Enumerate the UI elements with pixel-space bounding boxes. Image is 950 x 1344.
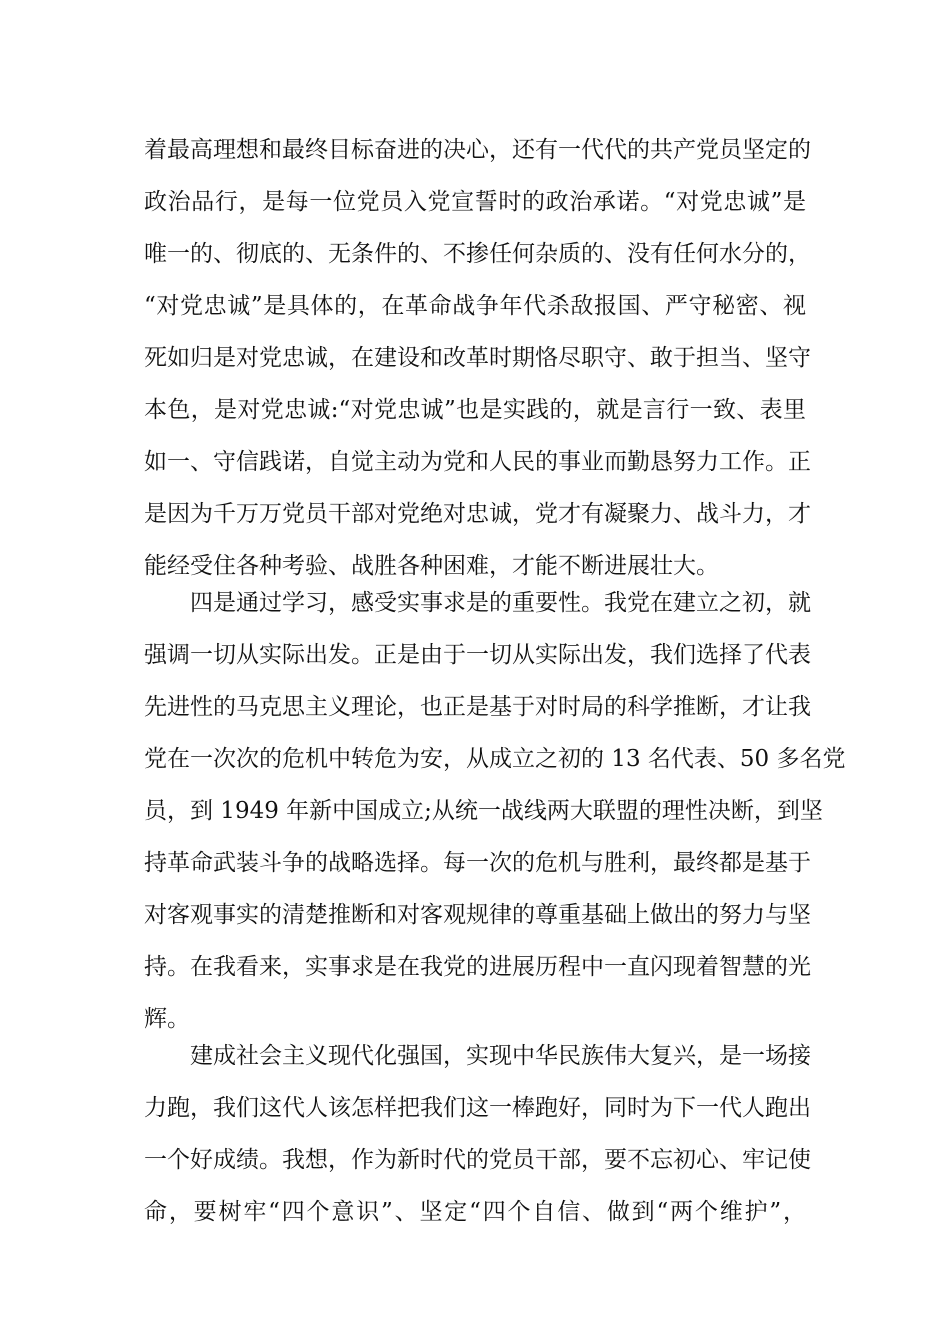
- text-line: 党在一次次的危机中转危为安，从成立之初的 13 名代表、50 多名党: [144, 746, 846, 772]
- paragraph-seek-truth: [144, 577, 846, 1045]
- text-line: 死如归是对党忠诚，在建设和改革时期恪尽职守、敢于担当、坚守: [144, 345, 811, 371]
- text-line: 先进性的马克思主义理论，也正是基于对时局的科学推断，才让我: [144, 694, 811, 720]
- text-line: 政治品行，是每一位党员入党宣誓时的政治承诺。“对党忠诚”是: [144, 189, 806, 215]
- text-line: 强调一切从实际出发。正是由于一切从实际出发，我们选择了代表: [144, 642, 811, 668]
- text-line: 一个好成绩。我想，作为新时代的党员干部，要不忘初心、牢记使: [144, 1147, 811, 1173]
- text-line: “对党忠诚”是具体的，在革命战争年代杀敌报国、严守秘密、视: [144, 293, 806, 319]
- text-line: 着最高理想和最终目标奋进的决心，还有一代代的共产党员坚定的: [144, 137, 811, 163]
- text-line: 力跑，我们这代人该怎样把我们这一棒跑好，同时为下一代人跑出: [144, 1095, 811, 1121]
- text-line: 对客观事实的清楚推断和对客观规律的尊重基础上做出的努力与坚: [144, 902, 811, 928]
- text-line: 唯一的、彻底的、无条件的、不掺任何杂质的、没有任何水分的，: [144, 241, 811, 267]
- text-line: 持革命武装斗争的战略选择。每一次的危机与胜利，最终都是基于: [144, 850, 811, 876]
- text-line: 命，要树牢“四个意识”、坚定“四个自信、做到“两个维护”，: [144, 1199, 806, 1225]
- text-line: 持。在我看来，实事求是在我党的进展历程中一直闪现着智慧的光: [144, 954, 811, 980]
- text-line: 建成社会主义现代化强国，实现中华民族伟大复兴，是一场接: [190, 1043, 811, 1069]
- text-line: 员，到 1949 年新中国成立;从统一战线两大联盟的理性决断，到坚: [144, 798, 823, 824]
- paragraph-loyalty: [144, 124, 811, 592]
- text-line: 辉。: [144, 1006, 190, 1032]
- text-line: 如一、守信践诺，自觉主动为党和人民的事业而勤恳努力工作。正: [144, 449, 811, 475]
- text-line: 四是通过学习，感受实事求是的重要性。我党在建立之初，就: [190, 590, 811, 616]
- paragraph-relay-race: [144, 1030, 811, 1238]
- text-line: 是因为千万万党员干部对党绝对忠诚，党才有凝聚力、战斗力，才: [144, 501, 811, 527]
- text-line: 能经受住各种考验、战胜各种困难，才能不断进展壮大。: [144, 553, 719, 579]
- text-line: 本色，是对党忠诚:“对党忠诚”也是实践的，就是言行一致、表里: [144, 397, 806, 423]
